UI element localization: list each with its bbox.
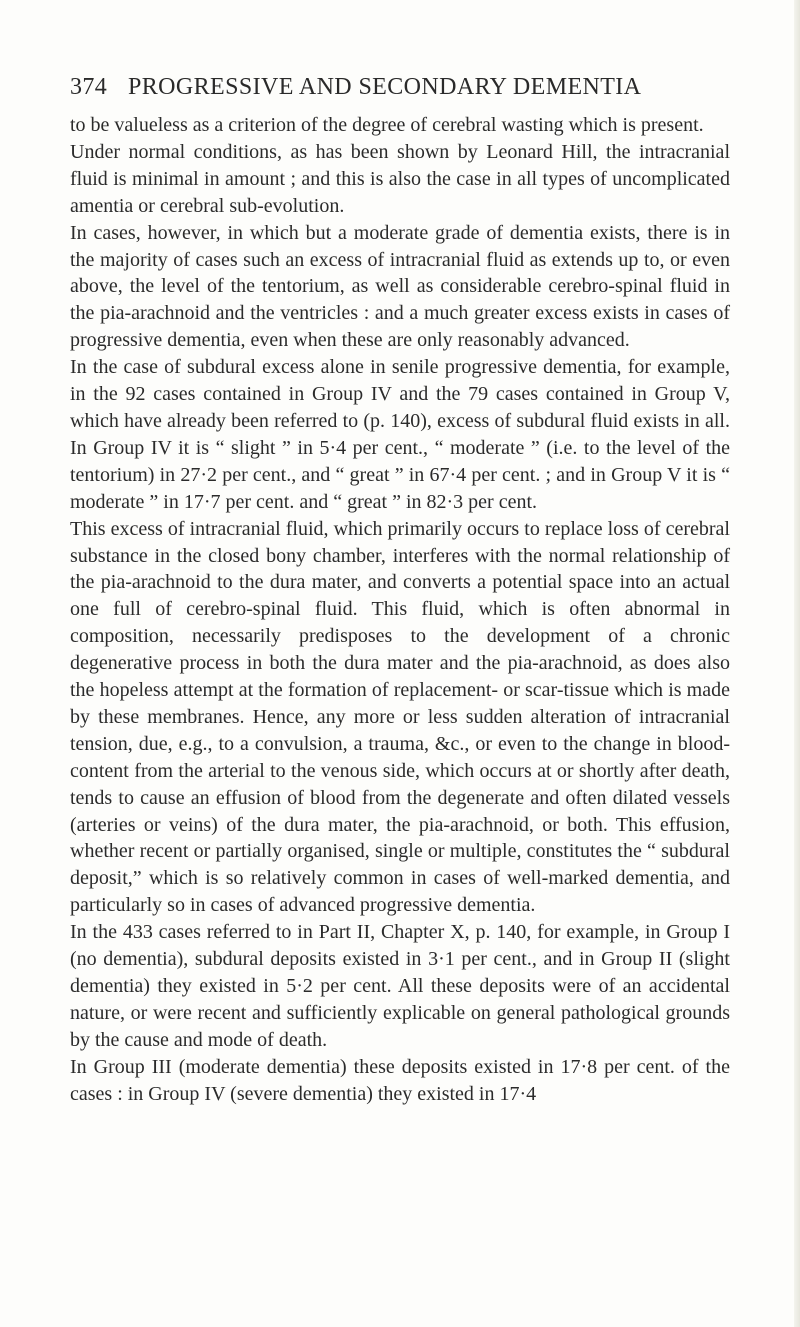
- paragraph: In cases, however, in which but a moderate grade of dementia exists, there is in the majority of cases such an excess of intracranial fluid as extends up to, or even above, the level of the tentorium, as well as considerable cerebro-spinal fluid in the pia-arachnoid and the ventricles : and a much greater excess exists in cases of progressive dementia, even when these are only reasonably advanced.: [70, 221, 730, 352]
- paragraph: In Group III (moderate dementia) these deposits existed in 17·8 per cent. of the cases : in Group IV (severe dementia) they existed in 17·4: [70, 1055, 730, 1105]
- paragraph: In the case of subdural excess alone in senile progressive dementia, for example, in the 92 cases contained in Group IV and the 79 cases contained in Group V, which have already been referred to (p. 140), excess of subdural fluid exists in all. In Group IV it is “ slight ” in 5·4 per cent., “ moderate ” (i.e. to the level of the tentorium) in 27·2 per cent., and “ great ” in 67·4 per cent. ; and in Group V it is “ moderate ” in 17·7 per cent. and “ great ” in 82·3 per cent.: [70, 356, 730, 513]
- paragraph: In the 433 cases referred to in Part II, Chapter X, p. 140, for example, in Group I (no dementia), subdural deposits existed in 3·1 per cent., and in Group II (slight dementia) they existed in 5·2 per cent. All these deposits were of an accidental nature, or were recent and sufficiently explicable on general pathological grounds by the cause and mode of death.: [70, 921, 730, 1051]
- running-header: [70, 74, 730, 114]
- body-text: [70, 112, 730, 1108]
- running-title: PROGRESSIVE AND SECONDARY DEMENTIA: [128, 74, 642, 100]
- paragraph: to be valueless as a criterion of the degree of cerebral wasting which is present.: [70, 114, 704, 136]
- paragraph: This excess of intracranial fluid, which primarily occurs to replace loss of cerebral substance in the closed bony chamber, interferes with the normal relationship of the pia-arachnoid to the dura mater, and converts a potential space into an actual one full of cerebro-spinal fluid. This fluid, which is often abnormal in composition, necessarily predisposes to the development of a chronic degenerative process in both the dura mater and the pia-arachnoid, as does also the hopeless attempt at the formation of replacement- or scar-tissue which is made by these membranes. Hence, any more or less sudden alteration of intracranial tension, due, e.g., to a convulsion, a trauma, &c., or even to the change in blood-content from the arterial to the venous side, which occurs at or shortly after death, tends to cause an effusion of blood from the degenerate and often dilated vessels (arteries or veins) of the dura mater, the pia-arachnoid, or both. This effusion, whether recent or partially organised, single or multiple, constitutes the “ subdural deposit,” which is so relatively common in cases of well-marked dementia, and particularly so in cases of advanced progressive dementia.: [70, 517, 730, 917]
- paragraph: Under normal conditions, as has been shown by Leonard Hill, the intracranial fluid is minimal in amount ; and this is also the case in all types of uncomplicated amentia or cerebral sub-evolution.: [70, 140, 730, 217]
- page-edge-shadow: [794, 0, 800, 1327]
- page-number: 374: [70, 74, 108, 100]
